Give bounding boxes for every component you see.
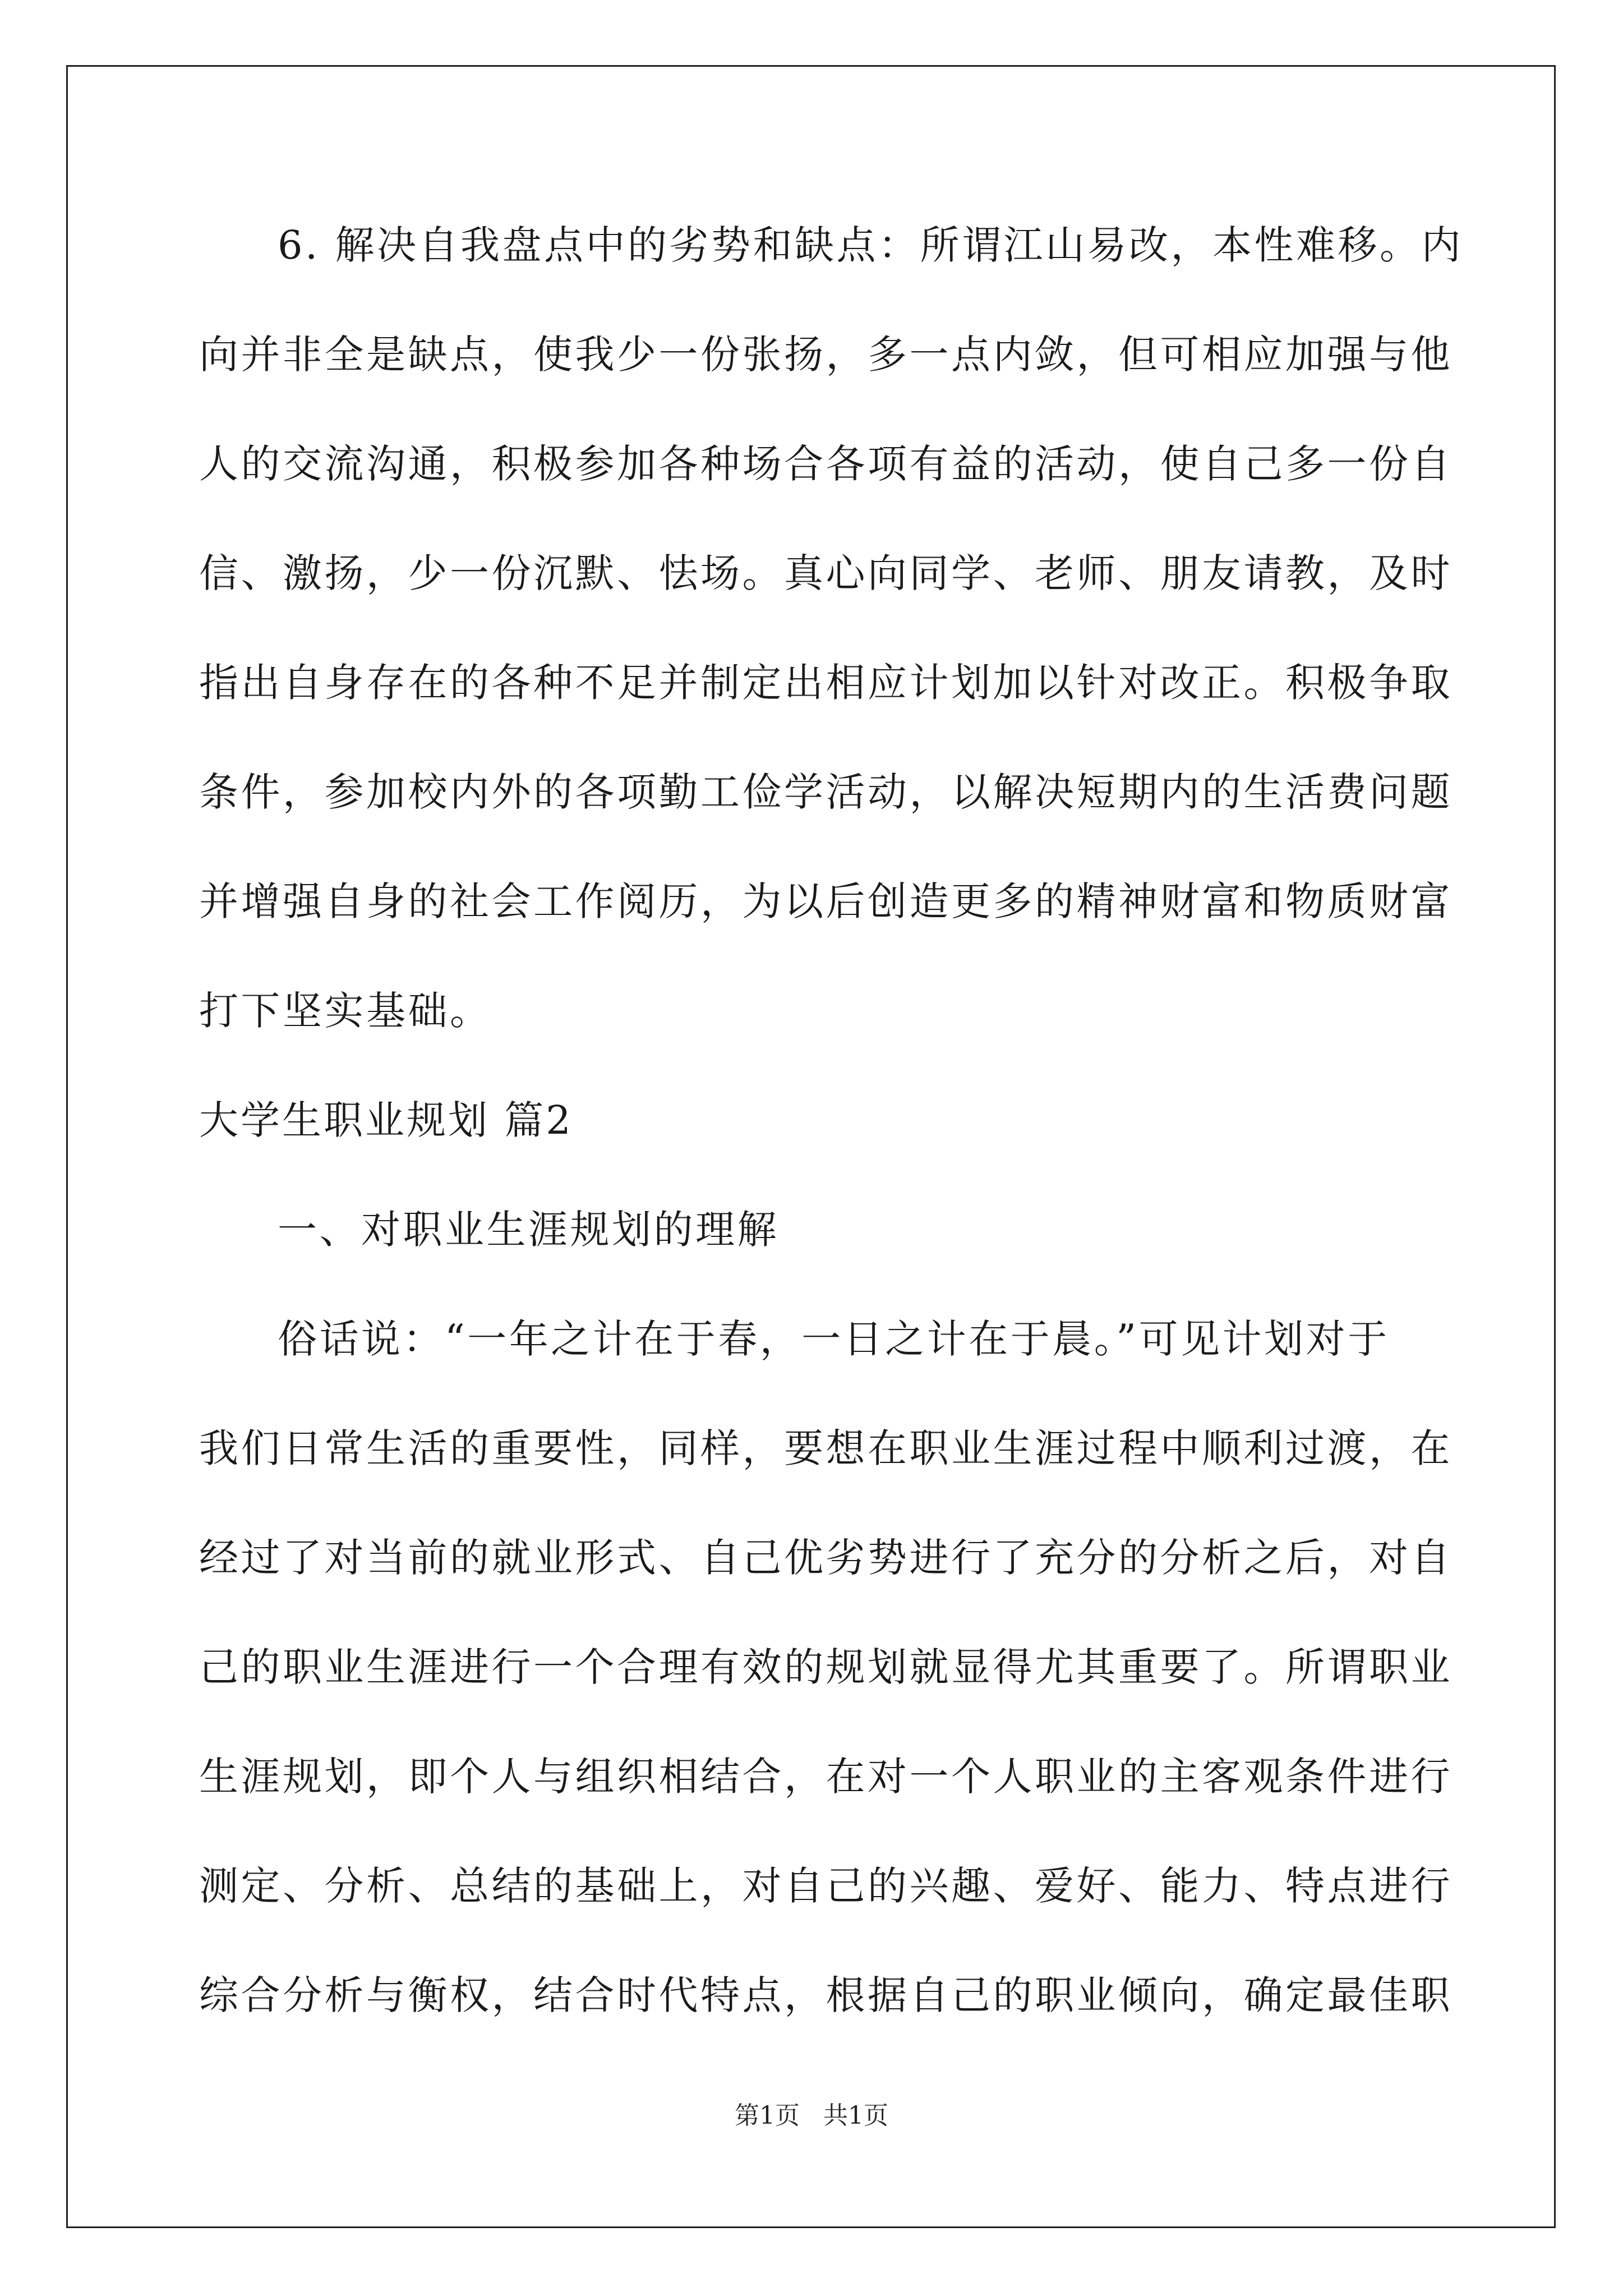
paragraph-line: 测定、分析、总结的基础上，对自己的兴趣、爱好、能力、特点进行 — [199, 1863, 1453, 1909]
paragraph-line: 条件，参加校内外的各项勤工俭学活动，以解决短期内的生活费问题 — [199, 769, 1453, 815]
paragraph-line: 打下坚实基础。 — [199, 988, 492, 1034]
paragraph-line: 指出自身存在的各种不足并制定出相应计划加以针对改正。积极争取 — [199, 660, 1453, 706]
page-footer: 第1页 共1页 — [735, 2101, 888, 2130]
document-body — [199, 191, 1464, 2050]
paragraph-line: 己的职业生涯进行一个合理有效的规划就显得尤其重要了。所谓职业 — [199, 1644, 1453, 1690]
paragraph-line: 6. 解决自我盘点中的劣势和缺点：所谓江山易改，本性难移。内 — [278, 222, 1464, 268]
paragraph-line: 俗话说：“一年之计在于春，一日之计在于晨。”可见计划对于 — [278, 1316, 1390, 1362]
paragraph-line: 生涯规划，即个人与组织相结合，在对一个人职业的主客观条件进行 — [199, 1754, 1453, 1800]
paragraph-line: 我们日常生活的重要性，同样，要想在职业生涯过程中顺利过渡，在 — [199, 1425, 1453, 1471]
paragraph-line: 并增强自身的社会工作阅历，为以后创造更多的精神财富和物质财富 — [199, 878, 1453, 924]
paragraph-line: 人的交流沟通，积极参加各种场合各项有益的活动，使自己多一份自 — [199, 441, 1453, 487]
section-title: 大学生职业规划 篇2 — [199, 1097, 573, 1143]
paragraph-line: 信、激扬，少一份沉默、怯场。真心向同学、老师、朋友请教，及时 — [199, 550, 1453, 596]
paragraph-line: 综合分析与衡权，结合时代特点，根据自己的职业倾向，确定最佳职 — [199, 1972, 1453, 2018]
paragraph-line: 经过了对当前的就业形式、自己优劣势进行了充分的分析之后，对自 — [199, 1535, 1453, 1581]
subsection-heading: 一、对职业生涯规划的理解 — [278, 1207, 779, 1253]
paragraph-line: 向并非全是缺点，使我少一份张扬，多一点内敛，但可相应加强与他 — [199, 332, 1453, 378]
